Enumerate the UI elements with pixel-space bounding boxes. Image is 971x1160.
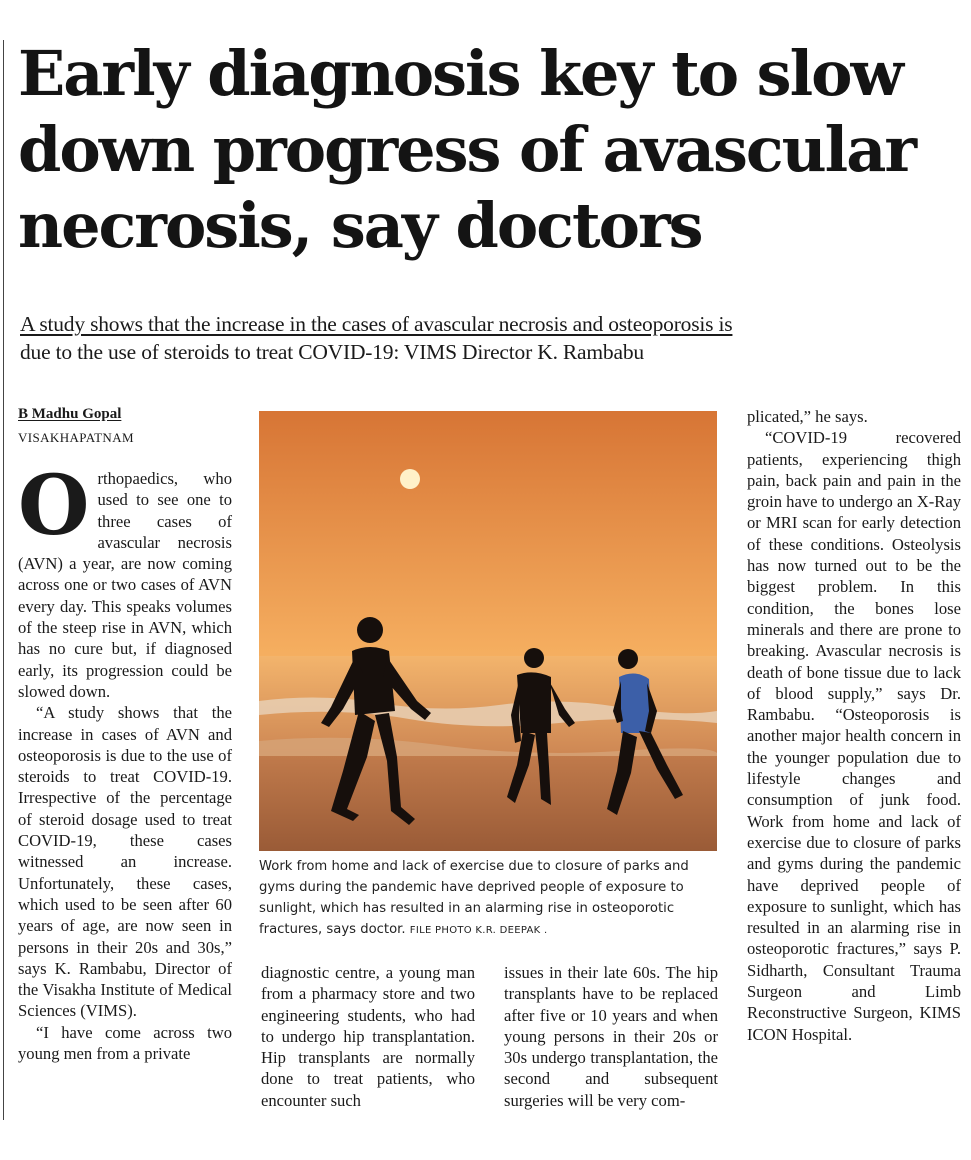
paragraph: plicated,” he says. (747, 407, 868, 426)
body-column-1 (18, 458, 232, 1064)
deck-line-1: A study shows that the increase in the cases of avascular necrosis and osteoporosis is (20, 312, 733, 336)
body-column-3 (504, 962, 718, 1111)
column-rule (3, 40, 4, 1120)
paragraph: diagnostic centre, a young man from a pharmacy store and two engineering students, who had to undergo hip transplantation. Hip transplants are normally done to treat patients, who encounter such (261, 963, 475, 1110)
body-column-4 (747, 406, 961, 1045)
paragraph: rthopaedics, who used to see one to three cases of avascular necrosis (AVN) a year, are now coming across one or two cases of AVN every day. This speaks volumes of the steep rise in AVN, which has no cure but, if diagnosed early, its progression could be slowed down. (18, 469, 232, 701)
article-photo (259, 411, 717, 851)
paragraph: issues in their late 60s. The hip transplants have to be replaced after five or 10 years and when young persons in their 20s or 30s undergo transplantation, the second and subsequent surgeries will be very com- (504, 963, 718, 1110)
beach-sunset-photo (259, 411, 717, 851)
deck (20, 310, 950, 366)
paragraph: “COVID-19 recovered patients, experiencing thigh pain, back pain and pain in the groin have to undergo an X-Ray or MRI scan for early detection of these conditions. Osteolysis has now turned out to be the biggest problem. In this condition, the bones lose minerals and there are prone to breaking. Avascular necrosis is death of bone tissue due to lack of blood supply,” says Dr. Rambabu. “Osteoporosis is another major health concern in the younger population due to lifestyle changes and consumption of junk food. Work from home and lack of exercise due to closure of parks and gyms during the pandemic have deprived people of exposure to sunlight, which has resulted in an alarming rise in osteoporotic fractures,” says P. Sidharth, Consultant Trauma Surgeon and Limb Reconstructive Surgeon, KIMS ICON Hospital. (747, 428, 961, 1044)
dateline: VISAKHAPATNAM (18, 430, 134, 445)
photo-credit: FILE PHOTO K.R. DEEPAK . (409, 925, 548, 936)
caption-text: Work from home and lack of exercise due to closure of parks and gyms during the pandemic have deprived people of exposure to sunlight, which has resulted in an alarming rise in osteoporotic fractures, says doctor. (259, 859, 689, 937)
body-column-2 (261, 962, 475, 1111)
deck-line-2: due to the use of steroids to treat COVID-19: VIMS Director K. Rambabu (20, 340, 644, 364)
photo-caption (259, 856, 717, 941)
paragraph: “A study shows that the increase in cases of AVN and osteoporosis is due to the use of steroids to treat COVID-19. Irrespective of the percentage of steroid dosage used to treat COVID-19, these cases witnessed an increase. Unfortunately, these cases, which used to be seen after 60 years of age, are now seen in persons in their 20s and 30s,” says K. Rambabu, Director of the Visakha Institute of Medical Sciences (VIMS). (18, 703, 232, 1021)
paragraph: “I have come across two young men from a private (18, 1022, 232, 1064)
headline: Early diagnosis key to slow down progress of avascular necrosis, say doctors (18, 37, 916, 262)
sun-icon (400, 469, 420, 489)
byline: B Madhu Gopal (18, 406, 122, 422)
drop-cap: O (18, 458, 90, 554)
